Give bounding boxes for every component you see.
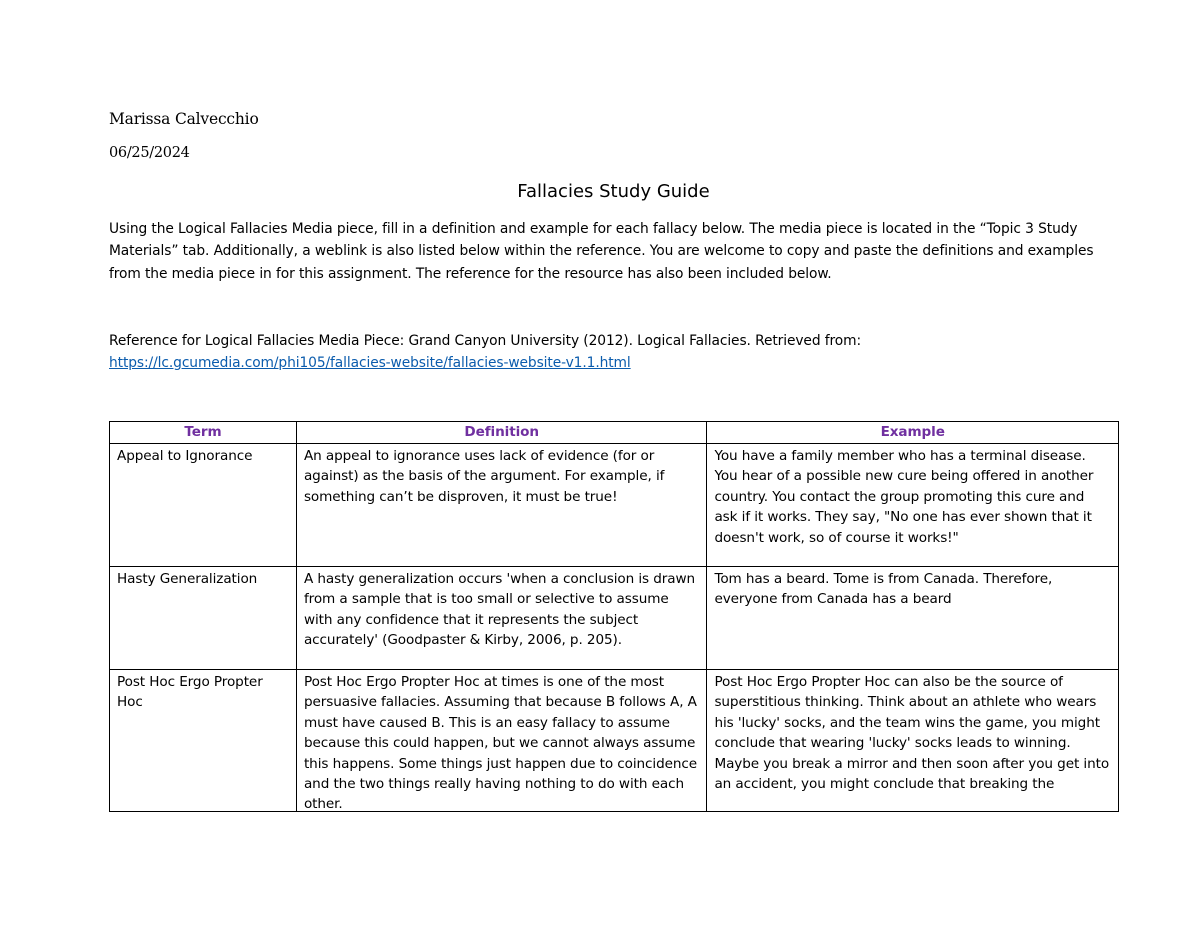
definition-cell: An appeal to ignorance uses lack of evidence (for or against) as the basis of the argument. For example, if something can’t be disproven, it must be true! xyxy=(296,444,706,567)
term-cell: Hasty Generalization xyxy=(110,567,297,670)
fallacies-table-container xyxy=(109,421,1119,812)
reference-text: Reference for Logical Fallacies Media Piece: Grand Canyon University (2012). Logical Fallacies. Retrieved from: xyxy=(109,333,862,349)
definition-cell: A hasty generalization occurs 'when a conclusion is drawn from a sample that is too small or selective to assume with any confidence that it represents the subject accurately' (Goodpaster & Kirby, 2006, p. 205). xyxy=(296,567,706,670)
table-header-row xyxy=(110,422,1119,444)
term-cell: Appeal to Ignorance xyxy=(110,444,297,567)
column-header-example: Example xyxy=(707,422,1119,444)
reference-link[interactable]: https://lc.gcumedia.com/phi105/fallacies-website/fallacies-website-v1.1.html xyxy=(109,355,631,372)
author-name: Marissa Calvecchio xyxy=(109,110,259,128)
definition-cell: Post Hoc Ergo Propter Hoc at times is one of the most persuasive fallacies. Assuming that because B follows A, A must have caused B. This is an easy fallacy to assume because this could happen, but we cannot always assume this happens. Some things just happen due to coincidence and the two things really having nothing to do with each other. xyxy=(296,670,706,813)
example-cell: You have a family member who has a terminal disease. You hear of a possible new cure being offered in another country. You contact the group promoting this cure and ask if it works. They say, "No one has ever shown that it doesn't work, so of course it works!" xyxy=(707,444,1119,567)
example-cell: Tom has a beard. Tome is from Canada. Therefore, everyone from Canada has a beard xyxy=(707,567,1119,670)
table-row xyxy=(110,670,1119,813)
column-header-term: Term xyxy=(110,422,297,444)
intro-paragraph: Using the Logical Fallacies Media piece, fill in a definition and example for each fallacy below. The media piece is located in the “Topic 3 Study Materials” tab. Additionally, a weblink is also listed below within the reference. You are welcome to copy and paste the definitions and examples from the media piece in for this assignment. The reference for the resource has also been included below. xyxy=(109,221,1094,282)
reference-paragraph xyxy=(109,330,1109,375)
fallacies-table xyxy=(109,421,1119,812)
table-row xyxy=(110,444,1119,567)
table-row xyxy=(110,567,1119,670)
column-header-definition: Definition xyxy=(296,422,706,444)
term-cell: Post Hoc Ergo Propter Hoc xyxy=(110,670,297,813)
page-title: Fallacies Study Guide xyxy=(517,181,710,202)
document-date: 06/25/2024 xyxy=(109,145,190,161)
example-cell: Post Hoc Ergo Propter Hoc can also be the source of superstitious thinking. Think about an athlete who wears his 'lucky' socks, and the team wins the game, you might conclude that wearing 'lucky' socks leads to winning. Maybe you break a mirror and then soon after you get into an accident, you might conclude that breaking the xyxy=(707,670,1119,813)
